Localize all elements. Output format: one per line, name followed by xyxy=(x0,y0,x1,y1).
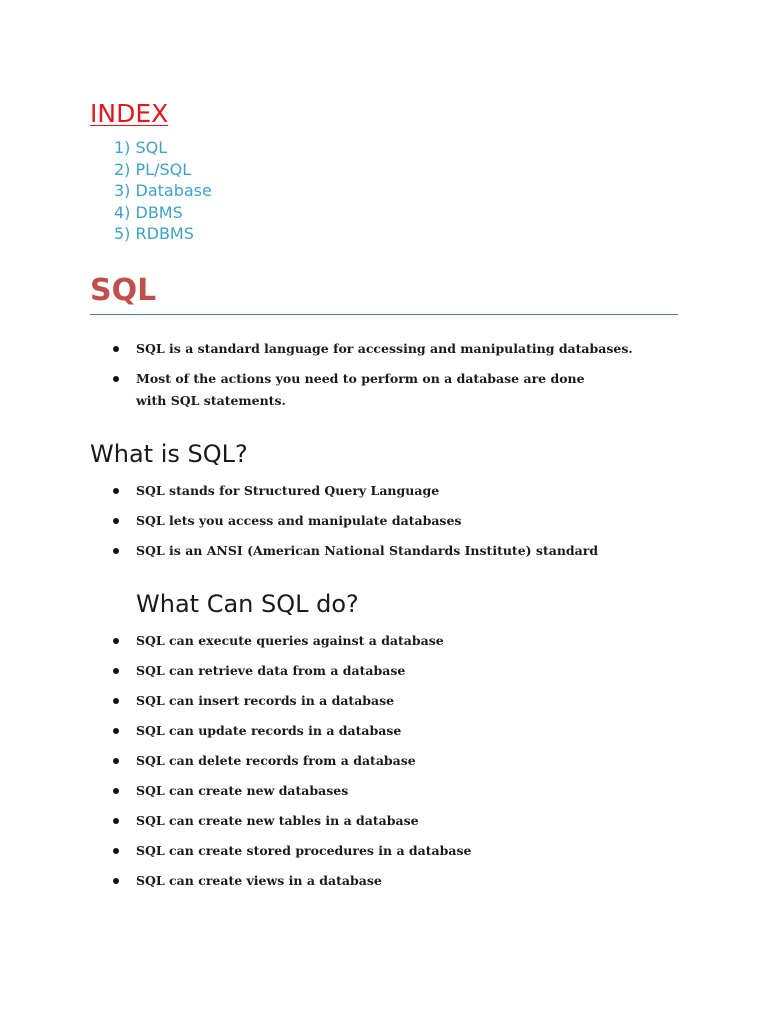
list-item xyxy=(113,368,616,412)
bullet-dot-icon xyxy=(113,818,119,824)
index-item[interactable]: 4) DBMS xyxy=(114,202,183,222)
sql-intro-list xyxy=(113,338,633,420)
list-item-text: Most of the actions you need to perform on a database are done with SQL statements. xyxy=(136,371,585,408)
list-item xyxy=(113,780,471,802)
list-item-text: SQL lets you access and manipulate databases xyxy=(136,513,462,528)
bullet-dot-icon xyxy=(113,728,119,734)
index-item[interactable]: 5) RDBMS xyxy=(114,224,194,243)
bullet-dot-icon xyxy=(113,346,119,352)
what-is-sql-heading: What is SQL? xyxy=(90,440,248,468)
section-divider xyxy=(90,314,678,315)
list-item xyxy=(113,870,471,892)
list-item xyxy=(113,720,471,742)
list-item-text: SQL can create new databases xyxy=(136,783,349,798)
index-item[interactable]: 2) PL/SQL xyxy=(114,159,192,179)
list-item-text: SQL can retrieve data from a database xyxy=(136,663,406,678)
bullet-dot-icon xyxy=(113,698,119,704)
list-item xyxy=(113,660,471,682)
list-item xyxy=(113,338,633,360)
bullet-dot-icon xyxy=(113,638,119,644)
list-item-text: SQL can create new tables in a database xyxy=(136,813,419,828)
list-item xyxy=(113,510,598,532)
list-item-text: SQL is a standard language for accessing and manipulating databases. xyxy=(136,341,633,356)
list-item-text: SQL can create views in a database xyxy=(136,873,382,888)
what-can-sql-do-heading: What Can SQL do? xyxy=(136,590,359,618)
bullet-dot-icon xyxy=(113,548,119,554)
list-item xyxy=(113,480,598,502)
list-item-text: SQL can execute queries against a database xyxy=(136,633,444,648)
list-item xyxy=(113,840,471,862)
what-is-sql-list xyxy=(113,480,598,570)
list-item xyxy=(113,750,471,772)
list-item-text: SQL can update records in a database xyxy=(136,723,402,738)
list-item-text: SQL can delete records from a database xyxy=(136,753,416,768)
list-item-text: SQL stands for Structured Query Language xyxy=(136,483,440,498)
bullet-dot-icon xyxy=(113,878,119,884)
list-item xyxy=(113,810,471,832)
bullet-dot-icon xyxy=(113,668,119,674)
bullet-dot-icon xyxy=(113,758,119,764)
bullet-dot-icon xyxy=(113,788,119,794)
list-item-text: SQL can create stored procedures in a database xyxy=(136,843,472,858)
index-list xyxy=(114,137,212,245)
list-item xyxy=(113,690,471,712)
list-item-text: SQL can insert records in a database xyxy=(136,693,395,708)
bullet-dot-icon xyxy=(113,518,119,524)
bullet-dot-icon xyxy=(113,488,119,494)
what-can-sql-do-list xyxy=(113,630,471,900)
index-item[interactable]: 1) SQL xyxy=(114,138,168,157)
list-item-text: SQL is an ANSI (American National Standards Institute) standard xyxy=(136,543,599,558)
index-item[interactable]: 3) Database xyxy=(114,181,212,200)
sql-section-title: SQL xyxy=(90,273,157,308)
list-item xyxy=(113,540,598,562)
index-title: INDEX xyxy=(90,99,169,128)
list-item xyxy=(113,630,471,652)
bullet-dot-icon xyxy=(113,376,119,382)
bullet-dot-icon xyxy=(113,848,119,854)
